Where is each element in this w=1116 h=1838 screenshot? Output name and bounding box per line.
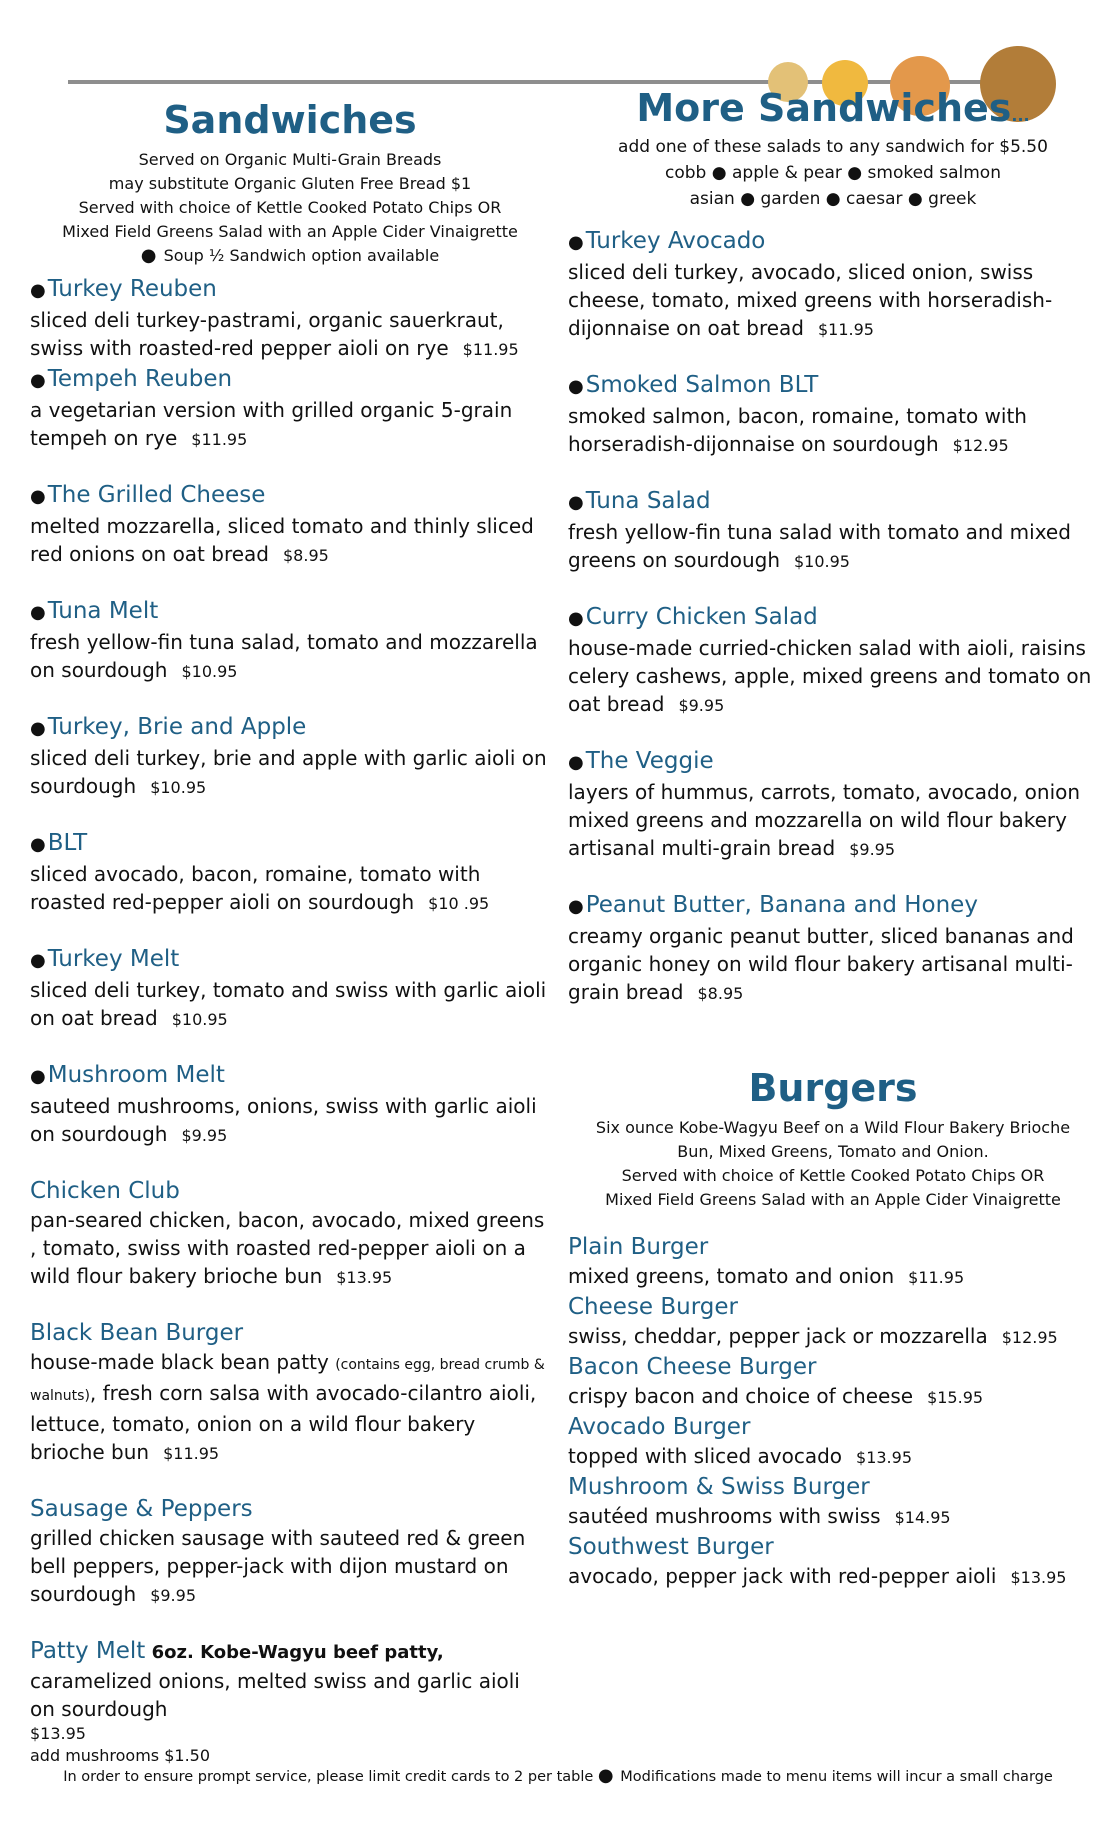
bullet-icon: ● — [30, 279, 46, 301]
menu-item-plain-burger — [568, 1232, 1098, 1292]
item-desc: sauteed mushrooms, onions, swiss with garlic aioli on sourdough — [30, 1093, 537, 1146]
menu-item-tuna-melt — [30, 596, 550, 686]
item-name: Avocado Burger — [568, 1413, 751, 1440]
item-name: Southwest Burger — [568, 1533, 774, 1560]
item-price: $13.95 — [30, 1723, 86, 1743]
salad-line: add one of these salads to any sandwich for $5.50 — [618, 136, 1048, 157]
item-name: Tuna Salad — [585, 487, 711, 514]
item-desc: pan-seared chicken, bacon, avocado, mixed greens , tomato, swiss with roasted red-pepper aioli on a wild flour bakery brioche bun — [30, 1207, 545, 1288]
item-price: $15.95 — [927, 1387, 984, 1407]
item-name: Mushroom Melt — [47, 1061, 225, 1088]
item-name: Plain Burger — [568, 1233, 709, 1260]
item-desc: fresh yellow-fin tuna salad, tomato and mozzarella on sourdough — [30, 629, 538, 682]
item-desc: sliced deli turkey, tomato and swiss with garlic aioli on oat bread — [30, 977, 547, 1030]
menu-item-southwest-burger — [568, 1532, 1098, 1592]
menu-item-grilled-cheese — [30, 480, 550, 570]
item-name: BLT — [47, 829, 88, 856]
item-name: Turkey, Brie and Apple — [47, 713, 307, 740]
subtitle-line: Mixed Field Greens Salad with an Apple Cider Vinaigrette — [62, 221, 518, 241]
item-desc: topped with sliced avocado — [568, 1443, 843, 1468]
item-name: Turkey Melt — [47, 945, 180, 972]
item-price: $12.95 — [952, 435, 1009, 455]
item-highlight: 6oz. Kobe-Wagyu beef patty, — [151, 1641, 444, 1663]
item-price: $14.95 — [894, 1507, 951, 1527]
item-name: Curry Chicken Salad — [585, 603, 818, 630]
item-desc: creamy organic peanut butter, sliced bananas and organic honey on wild flour bakery artisanal multi-grain bread — [568, 923, 1074, 1004]
bullet-icon: ● — [568, 751, 584, 773]
bullet-icon: ● — [568, 375, 584, 397]
item-price: $10.95 — [171, 1009, 228, 1029]
bullet-icon: ● — [30, 601, 46, 623]
menu-item-patty-melt — [30, 1636, 550, 1767]
item-desc: house-made black bean patty — [30, 1349, 329, 1374]
menu-item-curry-chicken-salad — [568, 602, 1098, 720]
salad-line: asian ● garden ● caesar ● greek — [689, 188, 977, 209]
menu-item-smoked-salmon-blt — [568, 370, 1098, 460]
item-desc: layers of hummus, carrots, tomato, avocado, onion mixed greens and mozzarella on wild flour bakery artisanal multi-grain bread — [568, 779, 1081, 860]
item-addon: add mushrooms $1.50 — [30, 1745, 211, 1765]
footer-right: Modifications made to menu items will incur a small charge — [620, 1769, 1053, 1785]
sandwiches-column — [30, 0, 550, 1767]
sandwiches-subtitle — [30, 148, 550, 268]
bullet-icon: ● — [568, 895, 584, 917]
subtitle-line: may substitute Organic Gluten Free Bread $1 — [108, 173, 472, 193]
footer-note — [0, 1765, 1116, 1786]
item-name: The Veggie — [585, 747, 714, 774]
item-price: $9.95 — [181, 1125, 228, 1145]
footer-left: In order to ensure prompt service, please limit credit cards to 2 per table — [63, 1769, 594, 1785]
subtitle-line: Bun, Mixed Greens, Tomato and Onion. — [677, 1141, 989, 1161]
item-name: Chicken Club — [30, 1177, 180, 1204]
subtitle-line: Mixed Field Greens Salad with an Apple Cider Vinaigrette — [605, 1189, 1061, 1209]
bullet-icon: ● — [568, 491, 584, 513]
soup-option: Soup ½ Sandwich option available — [163, 245, 440, 265]
salad-line: cobb ● apple & pear ● smoked salmon — [665, 162, 1001, 183]
title-ellipsis: ... — [1011, 106, 1030, 125]
item-name: Tempeh Reuben — [47, 365, 233, 392]
subtitle-line: Six ounce Kobe-Wagyu Beef on a Wild Flour Bakery Brioche — [595, 1117, 1071, 1137]
menu-item-bacon-cheese-burger — [568, 1352, 1098, 1412]
item-price: $13.95 — [336, 1267, 393, 1287]
item-name: Tuna Melt — [47, 597, 159, 624]
item-price: $9.95 — [849, 839, 896, 859]
burgers-subtitle — [568, 1116, 1098, 1212]
menu-item-the-veggie — [568, 746, 1098, 864]
item-name: Peanut Butter, Banana and Honey — [585, 891, 978, 918]
item-desc: smoked salmon, bacon, romaine, tomato with horseradish-dijonnaise on sourdough — [568, 403, 1027, 456]
item-price: $8.95 — [697, 983, 744, 1003]
item-price: $10 .95 — [428, 893, 490, 913]
item-name: The Grilled Cheese — [47, 481, 266, 508]
menu-item-avocado-burger — [568, 1412, 1098, 1472]
allergen-note: (contains egg, bread crumb & walnuts) — [30, 1356, 545, 1404]
item-desc: crispy bacon and choice of cheese — [568, 1383, 914, 1408]
item-desc: mixed greens, tomato and onion — [568, 1263, 895, 1288]
item-name: Turkey Avocado — [585, 227, 766, 254]
subtitle-line: Served on Organic Multi-Grain Breads — [138, 149, 442, 169]
menu-item-blt — [30, 828, 550, 918]
menu-item-mushroom-melt — [30, 1060, 550, 1150]
item-desc: sliced deli turkey, brie and apple with garlic aioli on sourdough — [30, 745, 547, 798]
item-price: $9.95 — [678, 695, 725, 715]
item-price: $11.95 — [908, 1267, 965, 1287]
item-desc: melted mozzarella, sliced tomato and thinly sliced red onions on oat bread — [30, 513, 534, 566]
item-price: $10.95 — [794, 551, 850, 571]
item-desc: caramelized onions, melted swiss and garlic aioli on sourdough — [30, 1668, 520, 1721]
more-sandwiches-title — [568, 88, 1098, 130]
menu-item-turkey-brie-apple — [30, 712, 550, 802]
item-name: Sausage & Peppers — [30, 1495, 253, 1522]
item-desc: a vegetarian version with grilled organic 5-grain tempeh on rye — [30, 397, 513, 450]
bullet-icon: ● — [568, 231, 584, 253]
item-name: Smoked Salmon BLT — [585, 371, 819, 398]
item-name: Cheese Burger — [568, 1293, 738, 1320]
item-price: $9.95 — [150, 1585, 196, 1605]
bullet-icon: ● — [30, 369, 46, 391]
subtitle-line: Served with choice of Kettle Cooked Potato Chips OR — [621, 1165, 1045, 1185]
menu-item-black-bean-burger — [30, 1318, 550, 1468]
item-price: $13.95 — [1010, 1567, 1067, 1587]
item-desc-cont: , fresh corn salsa with avocado-cilantro aioli, lettuce, tomato, onion on a wild flour bakery brioche bun — [30, 1380, 537, 1464]
item-desc: sliced deli turkey-pastrami, organic sauerkraut, swiss with roasted-red pepper aioli on rye — [30, 307, 504, 360]
item-price: $13.95 — [856, 1447, 912, 1467]
menu-item-sausage-peppers — [30, 1494, 550, 1610]
more-sandwiches-column — [568, 0, 1098, 1592]
item-name: Black Bean Burger — [30, 1319, 244, 1346]
sandwiches-title: Sandwiches — [163, 98, 417, 142]
menu-item-pb-banana-honey — [568, 890, 1098, 1008]
item-desc: grilled chicken sausage with sauteed red & green bell peppers, pepper-jack with dijon mustard on sourdough — [30, 1525, 526, 1606]
title-text: More Sandwiches — [636, 86, 1012, 130]
item-price: $12.95 — [1001, 1327, 1058, 1347]
bullet-icon: ● — [30, 485, 46, 507]
item-desc: sliced avocado, bacon, romaine, tomato with roasted red-pepper aioli on sourdough — [30, 861, 481, 914]
item-desc: sautéed mushrooms with swiss — [568, 1503, 881, 1528]
subtitle-line: Served with choice of Kettle Cooked Potato Chips OR — [78, 197, 502, 217]
item-price: $8.95 — [283, 545, 329, 565]
item-desc: swiss, cheddar, pepper jack or mozzarella — [568, 1323, 988, 1348]
menu-item-turkey-reuben — [30, 274, 550, 364]
menu-item-turkey-avocado — [568, 226, 1098, 344]
bullet-icon: ● — [30, 1065, 46, 1087]
item-price: $10.95 — [150, 777, 207, 797]
bullet-icon: ● — [140, 244, 157, 266]
menu-item-mushroom-swiss-burger — [568, 1472, 1098, 1532]
item-name: Mushroom & Swiss Burger — [568, 1473, 870, 1500]
menu-item-chicken-club — [30, 1176, 550, 1292]
bullet-icon: ● — [30, 717, 46, 739]
item-price: $11.95 — [462, 339, 519, 359]
menu-item-tuna-salad — [568, 486, 1098, 576]
menu-item-cheese-burger — [568, 1292, 1098, 1352]
subtitle-line — [30, 244, 550, 268]
item-desc: fresh yellow-fin tuna salad with tomato and mixed greens on sourdough — [568, 519, 1071, 572]
bullet-icon: ● — [597, 1765, 614, 1786]
bullet-icon: ● — [30, 949, 46, 971]
bullet-icon: ● — [568, 607, 584, 629]
item-desc: sliced deli turkey, avocado, sliced onion, swiss cheese, tomato, mixed greens with horseradish-dijonnaise on oat bread — [568, 259, 1053, 340]
salad-addon-info — [568, 134, 1098, 212]
item-name: Patty Melt — [30, 1637, 146, 1664]
item-price: $10.95 — [181, 661, 238, 681]
item-price: $11.95 — [191, 429, 248, 449]
item-price: $11.95 — [163, 1443, 220, 1463]
item-desc: avocado, pepper jack with red-pepper aioli — [568, 1563, 997, 1588]
item-name: Turkey Reuben — [47, 275, 217, 302]
item-name: Bacon Cheese Burger — [568, 1353, 817, 1380]
item-desc: house-made curried-chicken salad with aioli, raisins celery cashews, apple, mixed greens and tomato on oat bread — [568, 635, 1092, 716]
item-price: $11.95 — [818, 319, 874, 339]
menu-item-turkey-melt — [30, 944, 550, 1034]
bullet-icon: ● — [30, 833, 46, 855]
menu-item-tempeh-reuben — [30, 364, 550, 454]
burgers-title: Burgers — [748, 1065, 918, 1110]
